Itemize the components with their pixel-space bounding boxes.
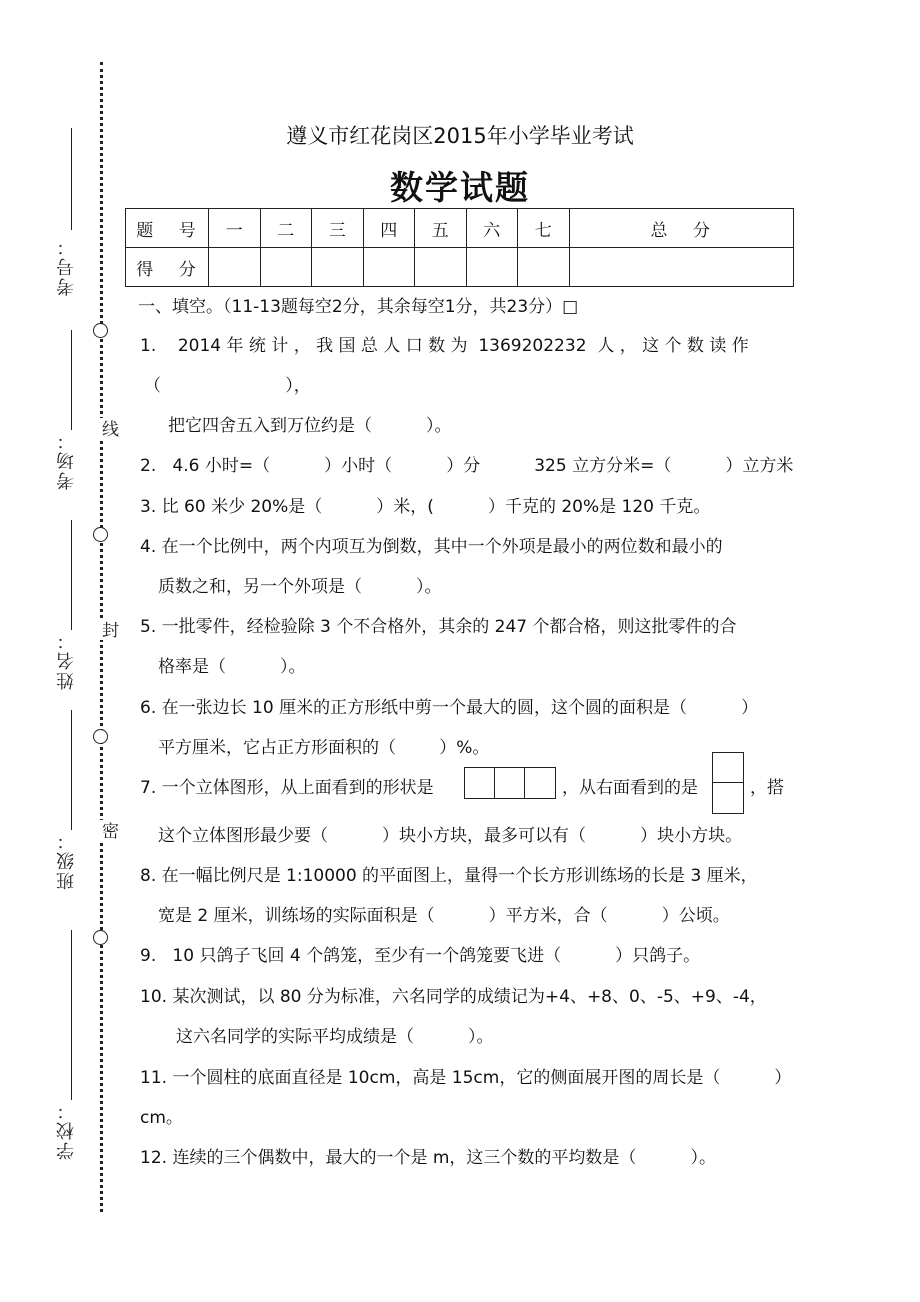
name-line (71, 520, 72, 630)
score-input-cell[interactable] (518, 248, 570, 287)
score-cell: 三 (312, 209, 364, 248)
score-cell: 六 (466, 209, 518, 248)
question-10-line-2: 这六名同学的实际平均成绩是（ ）。 (176, 1027, 494, 1047)
question-10-line-1: 10. 某次测试，以 80 分为标准，六名同学的成绩记为+4、+8、0、-5、+9、-4， (140, 987, 767, 1007)
exam-room-line (71, 330, 72, 430)
right-view-square (712, 752, 744, 783)
question-11-line-2: cm。 (140, 1108, 183, 1128)
score-cell: 总 分 (569, 209, 794, 248)
question-5-line-2: 格率是（ ）。 (158, 657, 306, 677)
exam-room-label: 考场： (56, 430, 77, 490)
question-7-line-1b: ，从右面看到的是 (562, 778, 698, 798)
subject-title: 数学试题 (390, 168, 530, 207)
question-6-line-1: 6. 在一张边长 10 厘米的正方形纸中剪一个最大的圆，这个圆的面积是（ ） (140, 698, 759, 718)
class-label: 班级： (56, 830, 77, 890)
question-4-line-1: 4. 在一个比例中，两个内项互为倒数，其中一个外项是最小的两位数和最小的 (140, 537, 723, 557)
question-7-line-2: 这个立体图形最少要（ ）块小方块，最多可以有（ ）块小方块。 (158, 826, 743, 846)
question-7-line-1c: ，搭 (750, 778, 784, 798)
exam-title: 遵义市红花岗区2015年小学毕业考试 (286, 124, 634, 148)
score-input-cell[interactable] (209, 248, 261, 287)
question-2: 2. 4.6 小时=（ ）小时（ ）分 325 立方分米=（ ）立方米 (140, 456, 794, 476)
score-input-cell[interactable] (363, 248, 415, 287)
school-label: 学校： (56, 1100, 77, 1160)
score-input-cell[interactable] (569, 248, 794, 287)
binding-circle (93, 930, 108, 945)
score-cell: 一 (209, 209, 261, 248)
top-view-square (494, 767, 525, 799)
seal-char-mi: 密 (96, 820, 121, 841)
score-table (125, 208, 794, 287)
question-11-line-1: 11. 一个圆柱的底面直径是 10cm，高是 15cm，它的侧面展开图的周长是（ ） (140, 1068, 792, 1088)
question-12: 12. 连续的三个偶数中，最大的一个是 m，这三个数的平均数是（ ）。 (140, 1148, 716, 1168)
score-input-cell[interactable] (415, 248, 467, 287)
binding-circle (93, 527, 108, 542)
name-label: 姓名： (56, 630, 77, 690)
question-4-line-2: 质数之和，另一个外项是（ ）。 (158, 577, 442, 597)
class-line (71, 710, 72, 830)
score-table-header-row (126, 209, 794, 248)
question-1-line-2: （ ）， (144, 376, 311, 396)
score-input-cell[interactable] (260, 248, 312, 287)
question-9: 9. 10 只鸽子飞回 4 个鸽笼，至少有一个鸽笼要飞进（ ）只鸽子。 (140, 946, 701, 966)
question-7-line-1a: 7. 一个立体图形，从上面看到的形状是 (140, 778, 434, 798)
binding-circle (93, 323, 108, 338)
top-view-square (524, 767, 556, 799)
score-input-cell[interactable] (312, 248, 364, 287)
score-cell: 五 (415, 209, 467, 248)
question-1-line-1: 1. 2014 年 统 计 ， 我 国 总 人 口 数 为 1369202232 人 ， 这 个 数 读 作 (140, 336, 749, 356)
question-8-line-1: 8. 在一幅比例尺是 1:10000 的平面图上，量得一个长方形训练场的长是 3 厘米， (140, 866, 758, 886)
score-input-cell[interactable] (466, 248, 518, 287)
seal-char-xian: 线 (96, 418, 121, 439)
question-5-line-1: 5. 一批零件，经检验除 3 个不合格外，其余的 247 个都合格，则这批零件的合 (140, 617, 737, 637)
score-cell: 得 分 (126, 248, 209, 287)
score-cell: 题 号 (126, 209, 209, 248)
binding-circle (93, 729, 108, 744)
top-view-square (464, 767, 495, 799)
right-view-square (712, 782, 744, 814)
seal-char-feng: 封 (96, 619, 121, 640)
question-1-line-3: 把它四舍五入到万位约是（ ）。 (168, 416, 452, 436)
score-cell: 四 (363, 209, 415, 248)
section-heading: 一、填空。（11-13题每空2分，其余每空1分，共23分）□ (138, 297, 579, 317)
question-6-line-2: 平方厘米，它占正方形面积的（ ）%。 (158, 738, 490, 758)
score-cell: 二 (260, 209, 312, 248)
score-cell: 七 (518, 209, 570, 248)
exam-number-label: 考号： (56, 236, 77, 296)
school-line (71, 930, 72, 1100)
score-table-score-row (126, 248, 794, 287)
question-3: 3. 比 60 米少 20%是（ ）米，( ）千克的 20%是 120 千克。 (140, 497, 711, 517)
question-8-line-2: 宽是 2 厘米，训练场的实际面积是（ ）平方米，合（ ）公顷。 (158, 906, 730, 926)
